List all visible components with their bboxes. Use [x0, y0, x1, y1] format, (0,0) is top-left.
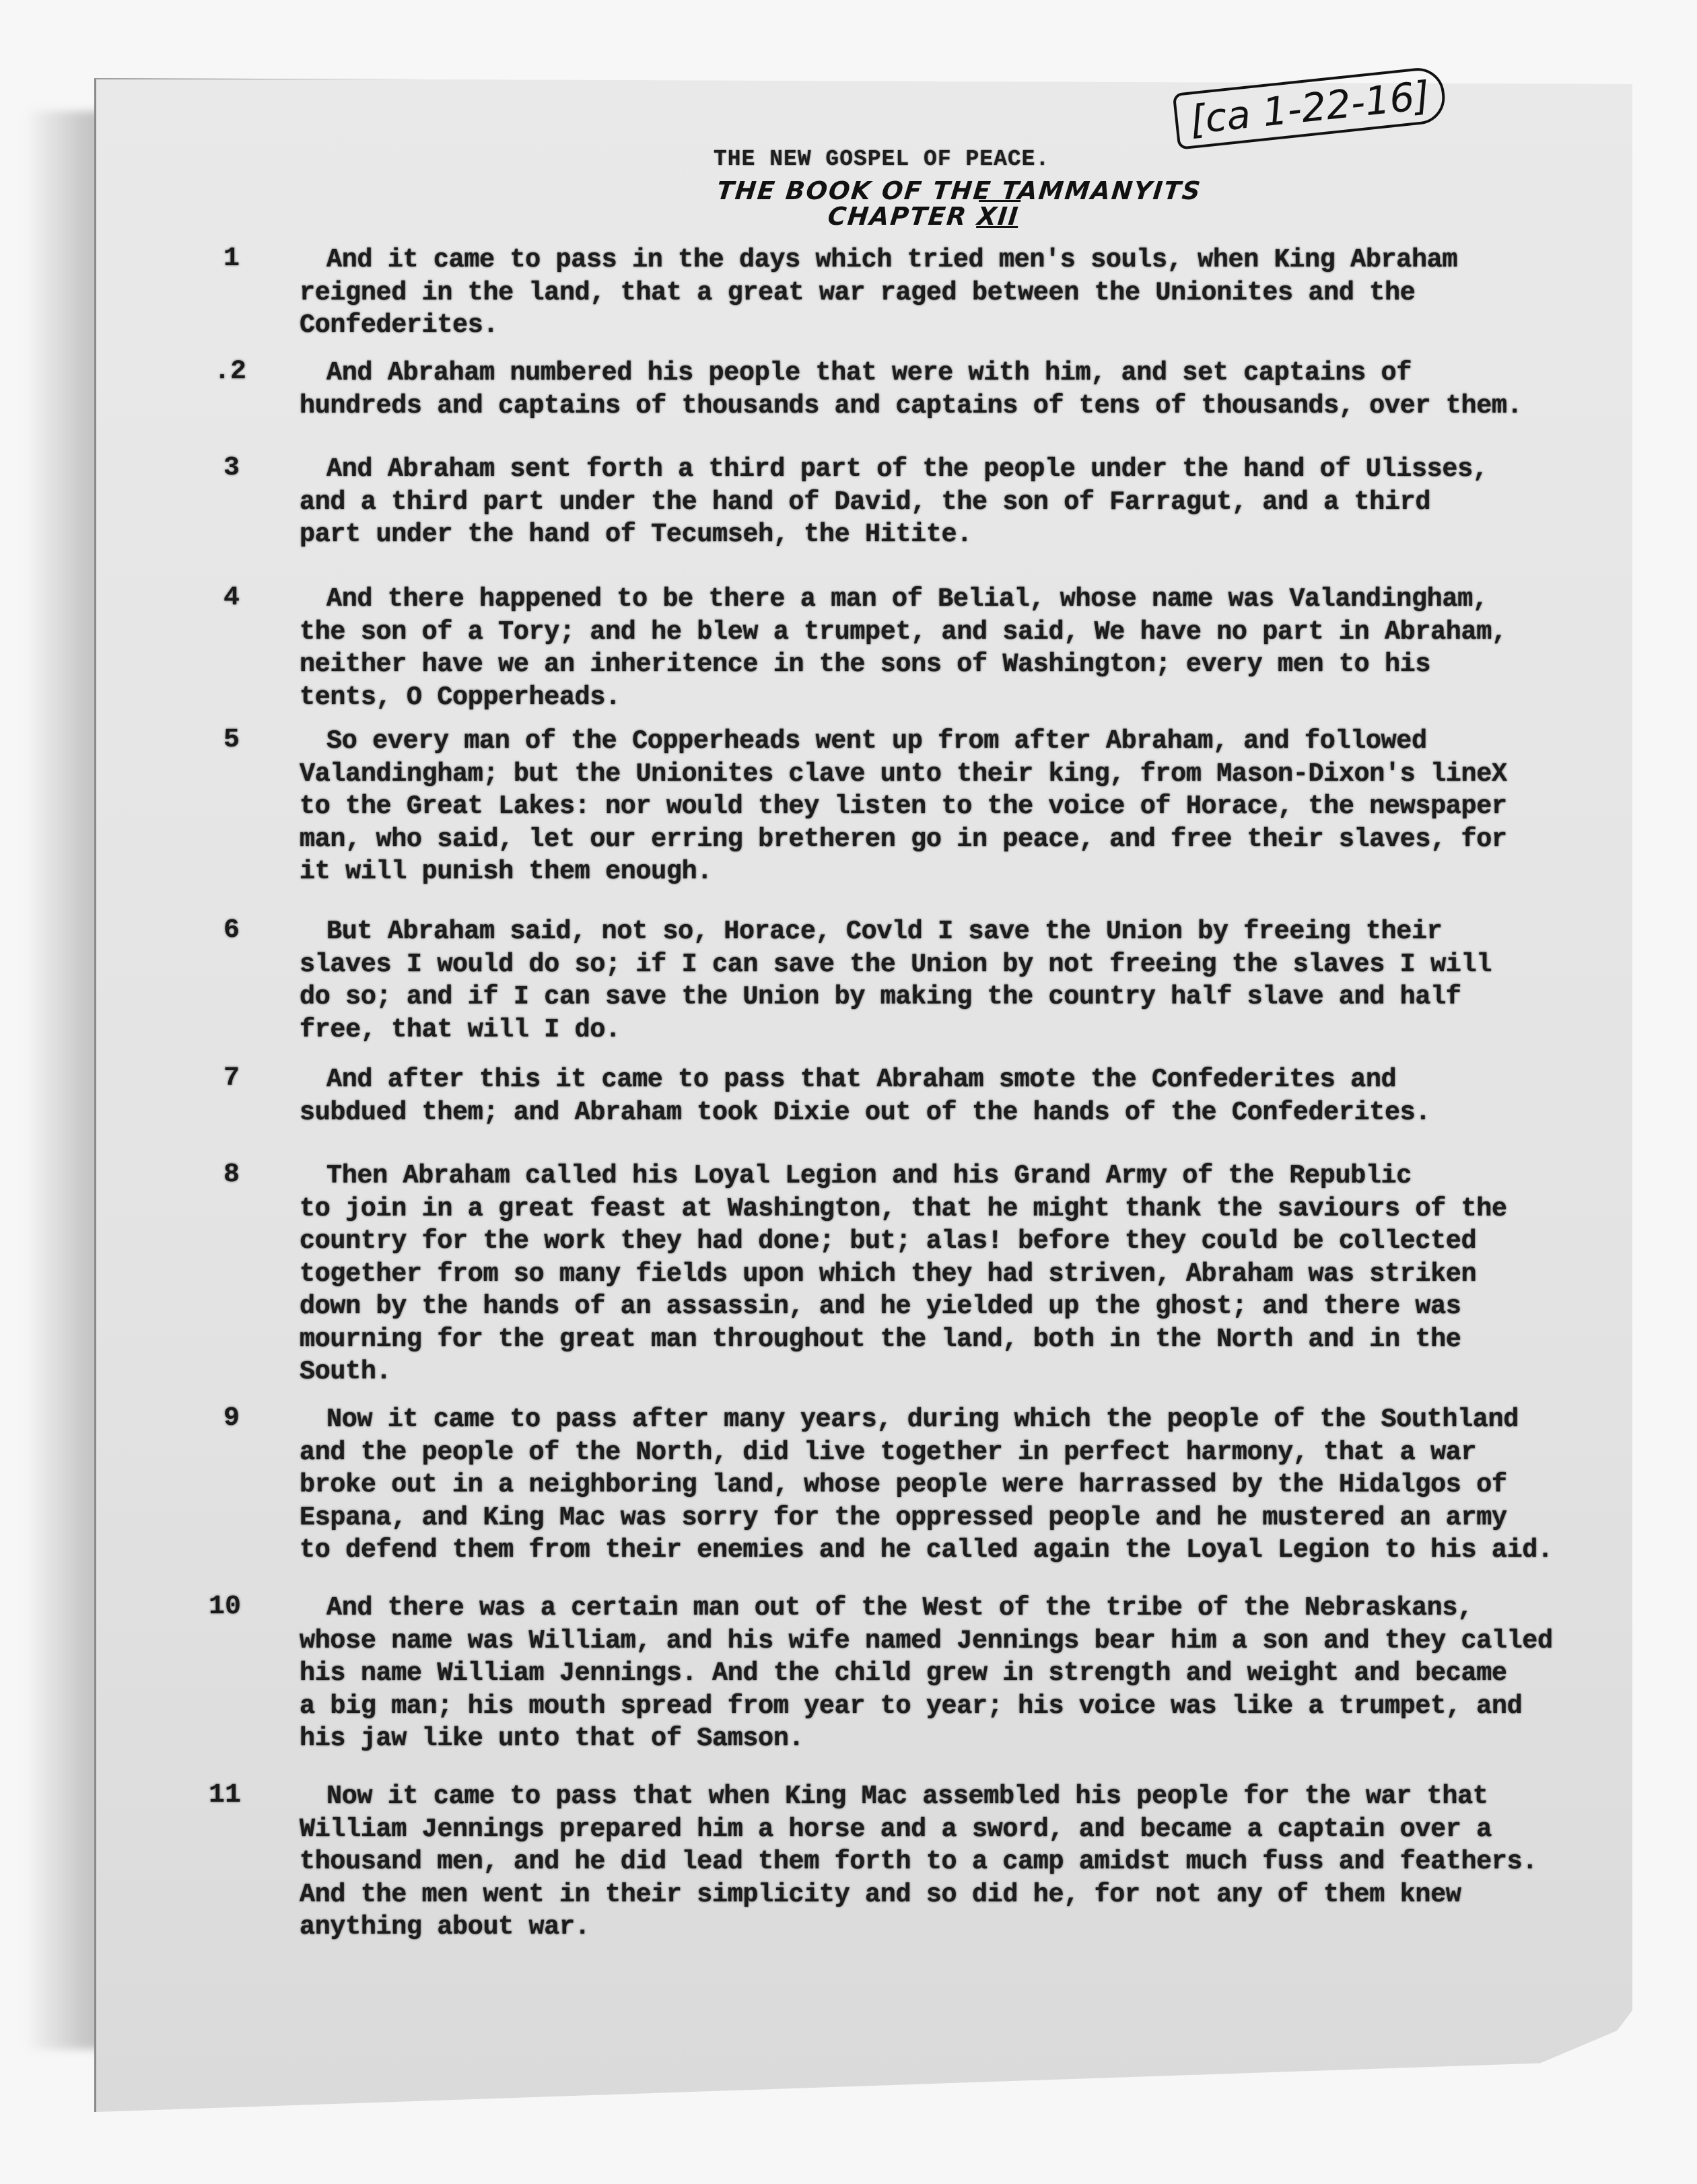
verse-text: Now it came to pass after many years, during which the people of the Southland and the people of the North, did live together in perfect harmony, that a war broke out in a neighboring land, whose people were harrassed by the Hidalgos of Espana, and King Mac was sorry for the oppressed people and he mustered an army to defend them from their enemies and he called again the Loyal Legion to his aid. — [300, 1405, 1553, 1565]
verse-number: 5 — [223, 725, 240, 755]
verse-number: 11 — [209, 1780, 242, 1810]
verse-number: 9 — [223, 1403, 240, 1434]
verse-number: .2 — [214, 357, 247, 387]
verse-text: And Abraham sent forth a third part of the people under the hand of Ulisses, and a third part under the hand of David, the son of Farragut, and a third part under the hand of Tecumseh, the Hitite. — [300, 454, 1488, 549]
verse-text: So every man of the Copperheads went up from after Abraham, and followed Valandingham; but the Unionites clave unto their king, from Mason-Dixon's lineX to the Great Lakes: nor would they listen to the voice of Horace, the newspaper man, who said, let our erring bretheren go in peace, and free their slaves, for it will punish them enough. — [300, 726, 1507, 886]
verse-text: And Abraham numbered his people that were with him, and set captains of hundreds and captains of thousands and captains of tens of thousands, over them. — [300, 358, 1523, 421]
document-title: THE NEW GOSPEL OF PEACE. — [714, 147, 1050, 172]
verse-number: 10 — [209, 1592, 242, 1622]
verse-text: And there was a certain man out of the West of the tribe of the Nebraskans, whose name was William, and his wife named Jennings bear him a son and they called his name William Jennings. And the child grew in strength and weight and became a big man; his mouth spread from year to year; his voice was like a trumpet, and his jaw like unto that of Samson. — [300, 1593, 1553, 1753]
verse-number: 3 — [223, 453, 240, 483]
handwritten-date-annotation: [ca 1-22-16] — [1173, 65, 1447, 150]
verse-number: 4 — [223, 583, 240, 613]
chapter-number: XII — [975, 202, 1021, 231]
verse-text: And it came to pass in the days which tried men's souls, when King Abraham reigned in the land, that a great war raged between the Unionites and the Confederites. — [300, 245, 1458, 340]
verse-number: 7 — [223, 1063, 240, 1094]
verse-number: 6 — [223, 915, 240, 946]
verse-text: And after this it came to pass that Abraham smote the Confederites and subdued them; and Abraham took Dixie out of the hands of the Confederites. — [300, 1065, 1431, 1127]
chapter-label: CHAPTER — [826, 202, 969, 231]
verse-number: 1 — [223, 244, 240, 274]
handwritten-chapter — [827, 202, 1020, 231]
verse-text: And there happened to be there a man of Belial, whose name was Valandingham, the son of a Tory; and he blew a trumpet, and said, We have no part in Abraham, neither have we an inheritence in the sons of Washington; every men to his tents, O Copperheads. — [300, 584, 1507, 712]
verse-text: Now it came to pass that when King Mac assembled his people for the war that William Jennings prepared him a horse and a sword, and became a captain over a thousand men, and he did lead them forth to a camp amidst much fuss and feathers. And the men went in their simplicity and so did he, for not any of them knew anything about war. — [300, 1782, 1538, 1942]
verse-text: But Abraham said, not so, Horace, Covld I save the Union by freeing their slaves I would do so; if I can save the Union by not freeing the slaves I will do so; and if I can save the Union by making the country half slave and half free, that will I do. — [300, 917, 1492, 1045]
verse-text: Then Abraham called his Loyal Legion and his Grand Army of the Republic to join in a great feast at Washington, that he might thank the saviours of the country for the work they had done; but; alas! before they could be collected together from so many fields upon which they had striven, Abraham was striken down by the hands of an assassin, and he yielded up the ghost; and there was mourning for the great man throughout the land, both in the North and in the South. — [300, 1161, 1507, 1386]
verse-number: 8 — [223, 1160, 240, 1190]
handwritten-subtitle: THE BOOK OF THE TAMMANYITS — [715, 176, 1203, 205]
